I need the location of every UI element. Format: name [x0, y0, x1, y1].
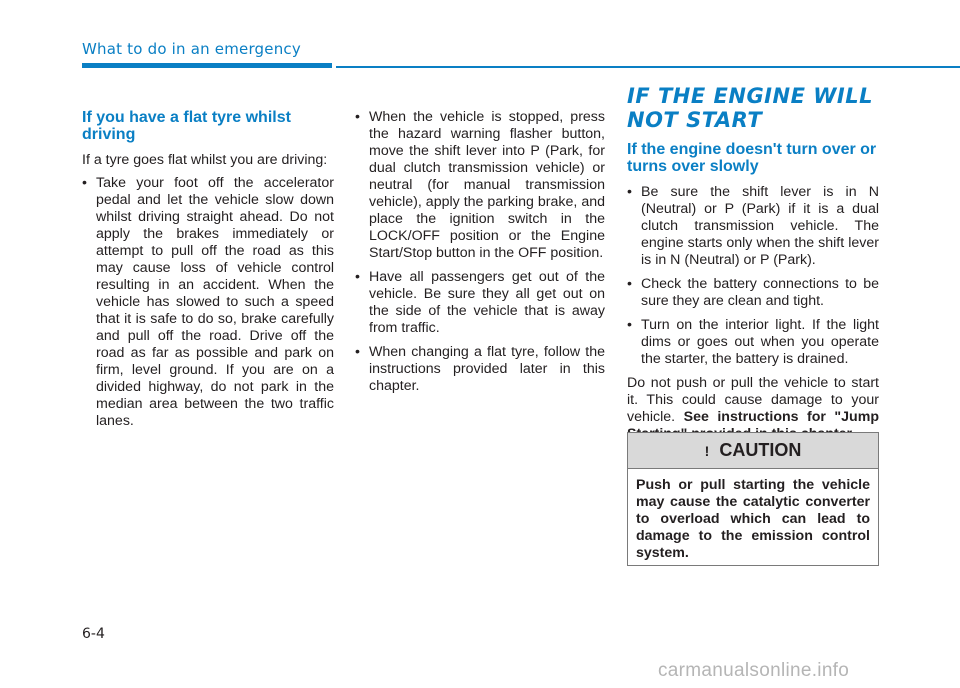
flat-tyre-steps-list — [355, 109, 605, 395]
list-item: • When the vehicle is stopped, press the hazard warning flasher button, move the shift lever into P (Park, for dual clutch transmission vehicle) or neutral (for manual transmission vehicle), apply the parking brake, and place the ignition switch in the LOCK/OFF position or the Engine Start/Stop button in the OFF position. — [355, 109, 605, 262]
left-column — [82, 109, 334, 437]
caution-text: Push or pull starting the vehicle may cause the catalytic converter to overload which can lead to damage to the emission control system. — [636, 477, 870, 561]
flat-tyre-intro: If a tyre goes flat whilst you are driving: — [82, 152, 328, 168]
caution-header — [628, 433, 878, 469]
jump-start-reference: See instructions for "Jump — [683, 409, 879, 425]
push-start-text: Do not push or pull the vehicle to start it. This could cause damage to your vehicle. — [627, 375, 879, 425]
engine-slow-subheading: If the engine doesn't turn over or turns over slowly — [627, 141, 877, 175]
caution-box — [627, 432, 879, 566]
list-item: • Have all passengers get out of the vehicle. Be sure they all get out on the side of the vehicle that is away from traffic. — [355, 269, 605, 337]
list-item: • Turn on the interior light. If the light dims or goes out when you operate the starter, the battery is drained. — [627, 317, 879, 368]
header-rule — [336, 66, 960, 68]
caution-title: CAUTION — [719, 440, 802, 460]
middle-column — [355, 109, 605, 402]
flat-tyre-list — [82, 175, 334, 430]
engine-wont-start-heading: IF THE ENGINE WILL NOT START — [627, 84, 873, 132]
header-accent-bar — [82, 63, 332, 68]
list-item: • Take your foot off the accelerator pedal and let the vehicle slow down whilst driving straight ahead. Do not apply the brakes immediately or attempt to pull off the road as this may cause loss of vehicle control resulting in an accident. When the vehicle has slowed to such a speed that it is safe to do so, brake carefully and pull off the road. Drive off the road as far as possible and park on firm, level ground. If you are on a divided highway, do not park in the median area between the two traffic lanes. — [82, 175, 334, 430]
section-title: What to do in an emergency — [82, 40, 301, 58]
right-column — [627, 84, 879, 449]
watermark: carmanualsonline.info — [658, 660, 850, 681]
list-item: • Be sure the shift lever is in N (Neutral) or P (Park) if it is a dual clutch transmission vehicle. The engine starts only when the shift lever is in N (Neutral) or P (Park). — [627, 184, 879, 269]
page-number: 6-4 — [82, 626, 105, 642]
warning-icon: ! — [704, 442, 710, 459]
engine-checks-list — [627, 184, 879, 368]
flat-tyre-heading: If you have a flat tyre whilst driving — [82, 109, 291, 143]
list-item: • When changing a flat tyre, follow the instructions provided later in this chapter. — [355, 344, 605, 395]
list-item: • Check the battery connections to be sure they are clean and tight. — [627, 276, 879, 310]
